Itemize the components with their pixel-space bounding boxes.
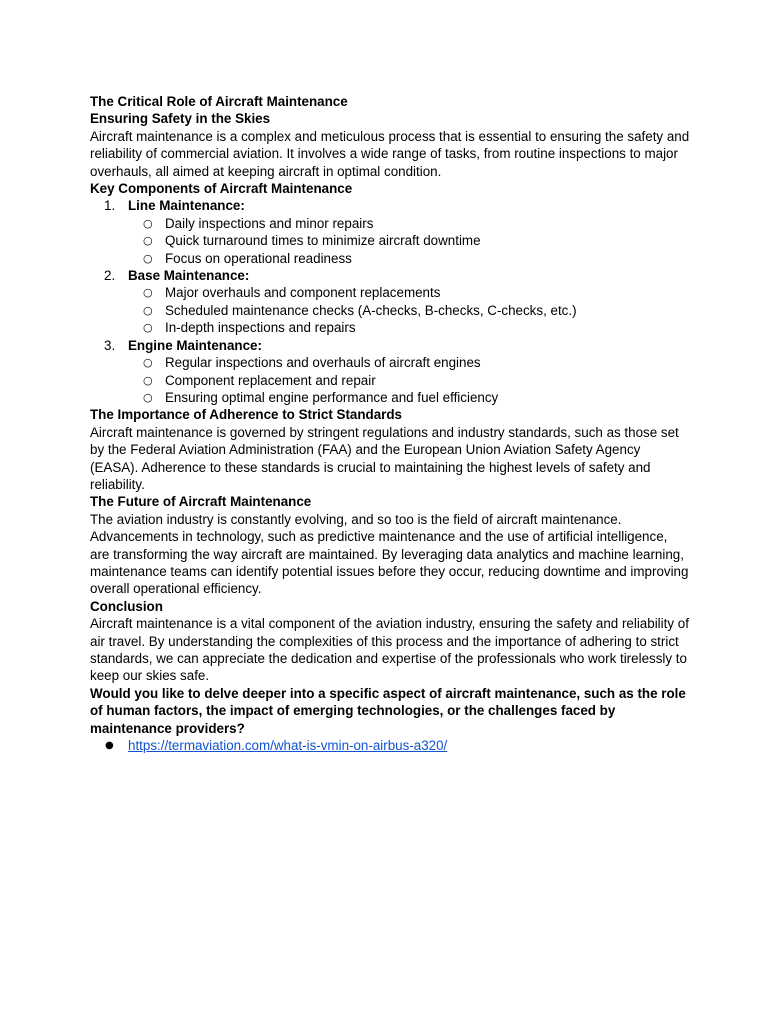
list-item: ○ Daily inspections and minor repairs: [165, 215, 690, 232]
document-subtitle: Ensuring Safety in the Skies: [90, 111, 271, 127]
list-item: [128, 737, 690, 754]
follow-up-question: Would you like to delve deeper into a specific aspect of aircraft maintenance, such as the role of human factors, the impact of emerging technologies, or the challenges faced by maintenance providers?: [90, 685, 686, 736]
component-title: Line Maintenance:: [128, 198, 245, 214]
list-item: ○ Regular inspections and overhauls of aircraft engines: [165, 354, 690, 371]
components-heading: Key Components of Aircraft Maintenance: [90, 181, 353, 197]
future-paragraph: The aviation industry is constantly evolving, and so too is the field of aircraft maintenance. Advancements in technology, such as predictive maintenance and the use of artificial intelligence, are transforming the way aircraft are maintained. By leveraging data analytics and machine learning, maintenance teams can identify potential issues before they occur, reducing downtime and improving overall operational efficiency.: [90, 511, 689, 597]
list-number: 1.: [104, 198, 116, 214]
reference-link[interactable]: https://termaviation.com/what-is-vmin-on-airbus-a320/: [128, 738, 448, 754]
component-item: [104, 197, 690, 267]
links-list: [90, 737, 690, 754]
component-sublist: [128, 284, 690, 336]
document-title: The Critical Role of Aircraft Maintenance: [90, 94, 348, 109]
list-item: ○ Major overhauls and component replacements: [165, 284, 690, 301]
components-list: [90, 197, 690, 406]
list-item: ○ In-depth inspections and repairs: [165, 319, 690, 336]
document-body: [90, 93, 690, 754]
list-item: ○ Ensuring optimal engine performance and fuel efficiency: [165, 389, 690, 406]
list-number: 2.: [104, 268, 116, 284]
standards-paragraph: Aircraft maintenance is governed by stringent regulations and industry standards, such as those set by the Federal Aviation Administration (FAA) and the European Union Aviation Safety Agency (EASA). Adherence to these standards is crucial to maintaining the highest levels of safety and reliability.: [90, 424, 679, 492]
list-number: 3.: [104, 337, 116, 353]
component-title: Engine Maintenance:: [128, 337, 262, 353]
conclusion-heading: Conclusion: [90, 598, 163, 614]
component-title: Base Maintenance:: [128, 268, 250, 284]
component-sublist: [128, 354, 690, 406]
list-item: ○ Focus on operational readiness: [165, 250, 690, 267]
list-item: ○ Scheduled maintenance checks (A-checks, B-checks, C-checks, etc.): [165, 302, 690, 319]
future-heading: The Future of Aircraft Maintenance: [90, 494, 312, 510]
component-sublist: [128, 215, 690, 267]
conclusion-paragraph: Aircraft maintenance is a vital component of the aviation industry, ensuring the safety and reliability of air travel. By understanding the complexities of this process and the importance of adhering to strict standards, we can appreciate the dedication and expertise of the professionals who work tirelessly to keep our skies safe.: [90, 616, 689, 684]
intro-paragraph: Aircraft maintenance is a complex and meticulous process that is essential to ensuring the safety and reliability of commercial aviation. It involves a wide range of tasks, from routine inspections to major overhauls, all aimed at keeping aircraft in optimal condition.: [90, 128, 690, 179]
component-item: [104, 267, 690, 337]
list-item: ○ Component replacement and repair: [165, 372, 690, 389]
standards-heading: The Importance of Adherence to Strict Standards: [90, 407, 403, 423]
list-item: ○ Quick turnaround times to minimize aircraft downtime: [165, 232, 690, 249]
component-item: [104, 337, 690, 407]
